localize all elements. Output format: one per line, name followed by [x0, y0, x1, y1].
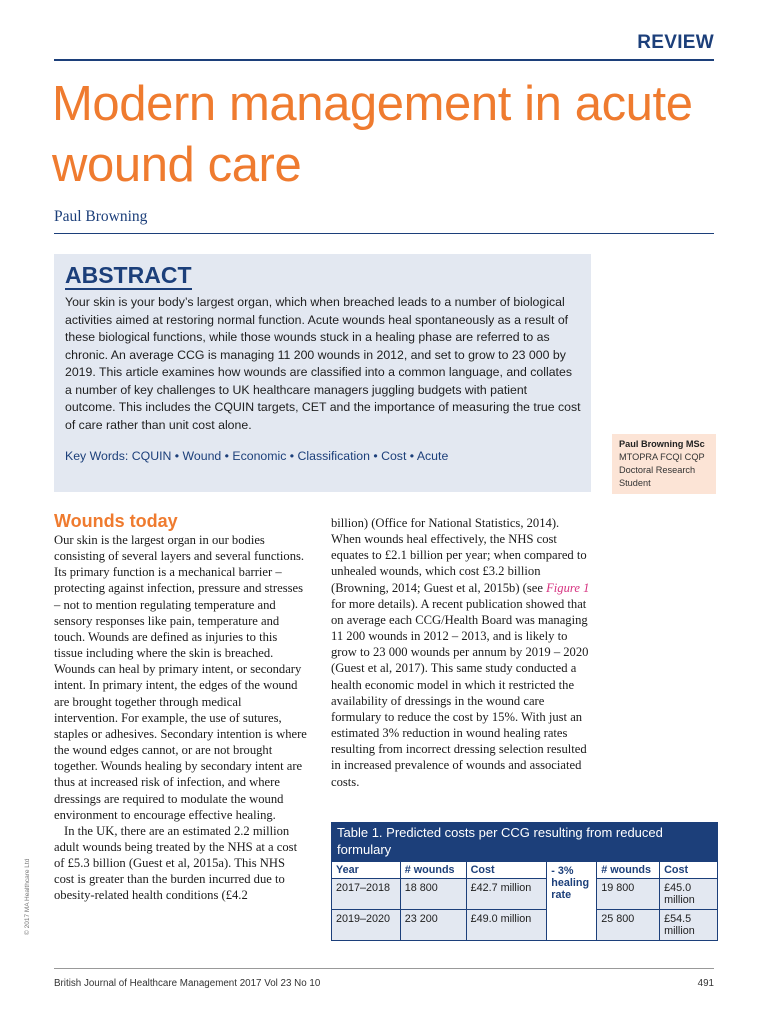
table-cell: 2017–2018	[332, 879, 401, 910]
column-1-text	[54, 532, 307, 904]
footer-rule	[54, 968, 714, 969]
table-header: Year	[332, 862, 401, 879]
abstract-heading: ABSTRACT	[65, 262, 192, 288]
table-cell: £54.5 million	[660, 910, 718, 941]
table-cell: £49.0 million	[466, 910, 547, 941]
keywords: Key Words: CQUIN • Wound • Economic • Classification • Cost • Acute	[65, 449, 449, 463]
top-rule	[54, 59, 714, 61]
paragraph	[331, 515, 590, 790]
paragraph: Our skin is the largest organ in our bodies consisting of several layers and several functions. Its primary function is a mechanical barrier – protecting against infection, pressure and stresses – not to mention regulating temperature and sensory responses like pain, temperature and touch. Wounds are defined as injuries to this tissue including where the skin is breached. Wounds can heal by primary intent, or secondary intent. In primary intent, the edges of the wound are brought together through medical intervention. For example, the use of sutures, staples or adhesives. Secondary intention is where the wound edges cannot, or are not brought together. Wounds healing by secondary intent are thus at increased risk of infection, and where dressings are required to modulate the wound environment to encourage effective healing.	[54, 533, 307, 822]
table-row	[332, 910, 718, 941]
paragraph-text: for more details). A recent publication showed that on average each CCG/Health Board was managing 11 200 wounds in 2012 – 2013, and is likely to grow to 23 000 wounds per annum by 2019 – 2020 (Guest et al, 2017). This same study conducted a health economic model in which it restricted the availability of dressings in the wound care formulary to reduce the cost by 15%. With just an estimated 3% reduction in wound healing rates resulting from incorrect dressing selection resulted in increased prevalence of wounds and associated costs.	[331, 596, 589, 789]
table-header: Cost	[660, 862, 718, 879]
table-cell: £42.7 million	[466, 879, 547, 910]
author-card-name: Paul Browning MSc	[619, 439, 705, 449]
section-label: REVIEW	[637, 32, 714, 53]
paragraph: In the UK, there are an estimated 2.2 million adult wounds being treated by the NHS at a cost of £5.3 billion (Guest et al, 2015a). This NHS cost is greater than the burden incurred due to obesity-related health conditions (£4.2	[54, 823, 298, 903]
table-header: # wounds	[400, 862, 466, 879]
table	[331, 861, 718, 941]
table-cell: 23 200	[400, 910, 466, 941]
table-cell: 2019–2020	[332, 910, 401, 941]
table-cell: £45.0 million	[660, 879, 718, 910]
author-card-credentials: MTOPRA FCQI CQP	[619, 452, 705, 462]
section-heading: Wounds today	[54, 511, 178, 531]
body-column-2	[331, 515, 590, 790]
table-cell: 18 800	[400, 879, 466, 910]
figure-link[interactable]: Figure 1	[546, 580, 590, 595]
table-header: Cost	[466, 862, 547, 879]
author-card-role: Doctoral Research Student	[619, 465, 696, 488]
paragraph-text: billion) (Office for National Statistics, 2014). When wounds heal effectively, the NHS cost equates to £2.1 billion per year; when compared to unhealed wounds, which cost £3.2 billion (Browning, 2014; Guest et al, 2015b) (see	[331, 516, 587, 595]
body-column-1	[54, 510, 307, 904]
article-title: Modern management in acute wound care	[52, 77, 693, 192]
table-cell: 19 800	[597, 879, 660, 910]
page-number: 491	[697, 978, 714, 989]
table-cell: 25 800	[597, 910, 660, 941]
table-header-row	[332, 862, 718, 879]
abstract-box	[54, 254, 591, 492]
cost-table	[331, 822, 718, 941]
author-rule	[54, 233, 714, 234]
table-gap-label: - 3% healing rate	[547, 862, 597, 941]
footer-journal: British Journal of Healthcare Management 2017 Vol 23 No 10	[54, 978, 321, 989]
abstract-text: Your skin is your body’s largest organ, which when breached leads to a number of biological activities aimed at restoring normal function. Acute wounds heal spontaneously as a result of these biological functions, while those wounds stuck in a healing phase are referred to as chronic. An average CCG is managing 11 200 wounds in 2012, and set to grow to 23 000 by 2019. This article examines how wounds are classified into a common language, and collates a number of key challenges to UK healthcare managers juggling budgets with patient outcome. This includes the CQUIN targets, CET and the importance of measuring the true cost of care rather than unit cost alone.	[65, 295, 581, 432]
author-card	[612, 434, 716, 494]
author-name: Paul Browning	[54, 208, 148, 225]
table-title: Table 1. Predicted costs per CCG resulting from reduced formulary	[331, 822, 718, 861]
table-row	[332, 879, 718, 910]
copyright-notice: © 2017 MA Healthcare Ltd	[24, 858, 31, 935]
table-header: # wounds	[597, 862, 660, 879]
